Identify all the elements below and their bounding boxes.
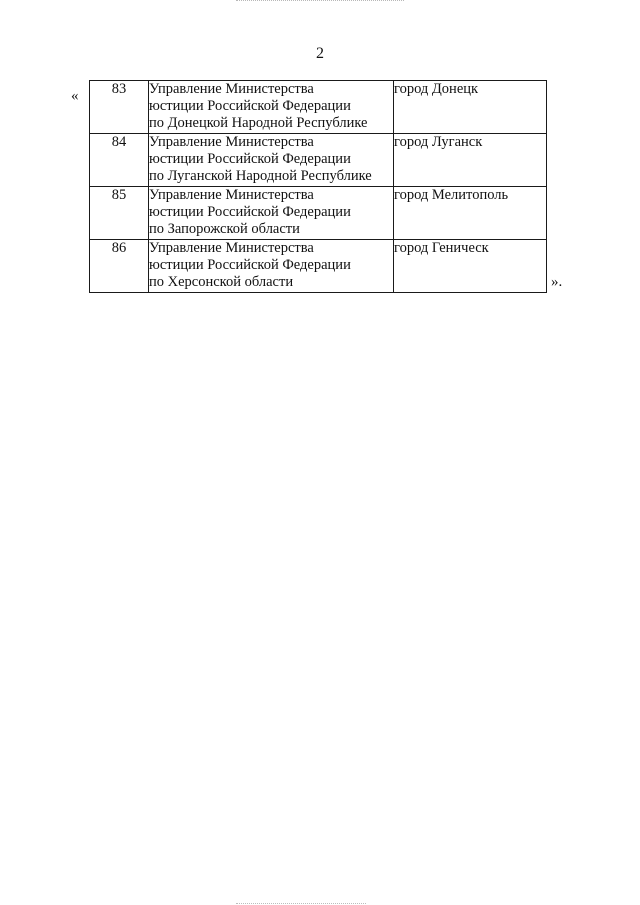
table-row: [90, 187, 547, 240]
office-city: город Луганск: [394, 134, 547, 187]
office-city: город Мелитополь: [394, 187, 547, 240]
office-name-line: Управление Министерства: [149, 81, 314, 97]
office-name-line: по Луганской Народной Республике: [149, 168, 372, 184]
table-row: [90, 134, 547, 187]
row-number: 83: [90, 81, 149, 134]
office-name-line: по Запорожской области: [149, 221, 300, 237]
office-name-line: юстиции Российской Федерации: [149, 204, 351, 220]
page-number: 2: [316, 45, 324, 62]
justice-offices-table: [89, 80, 547, 293]
office-name: [149, 81, 394, 134]
scan-edge-top: [236, 0, 404, 1]
office-name: [149, 240, 394, 293]
office-city: город Донецк: [394, 81, 547, 134]
row-number: 84: [90, 134, 149, 187]
office-name-line: Управление Министерства: [149, 134, 314, 150]
office-name-line: по Херсонской области: [149, 274, 294, 290]
closing-quote: ».: [551, 274, 563, 290]
office-city: город Геническ: [394, 240, 547, 293]
office-name: [149, 134, 394, 187]
office-name-line: юстиции Российской Федерации: [149, 151, 351, 167]
office-name-line: юстиции Российской Федерации: [149, 98, 351, 114]
office-name-line: по Донецкой Народной Республике: [149, 115, 368, 131]
office-name-line: Управление Министерства: [149, 187, 314, 203]
scan-edge-bottom: [236, 903, 366, 904]
table-row: [90, 81, 547, 134]
office-name: [149, 187, 394, 240]
row-number: 86: [90, 240, 149, 293]
opening-quote: «: [71, 88, 79, 104]
table-row: [90, 240, 547, 293]
office-name-line: юстиции Российской Федерации: [149, 257, 351, 273]
office-name-line: Управление Министерства: [149, 240, 314, 256]
row-number: 85: [90, 187, 149, 240]
